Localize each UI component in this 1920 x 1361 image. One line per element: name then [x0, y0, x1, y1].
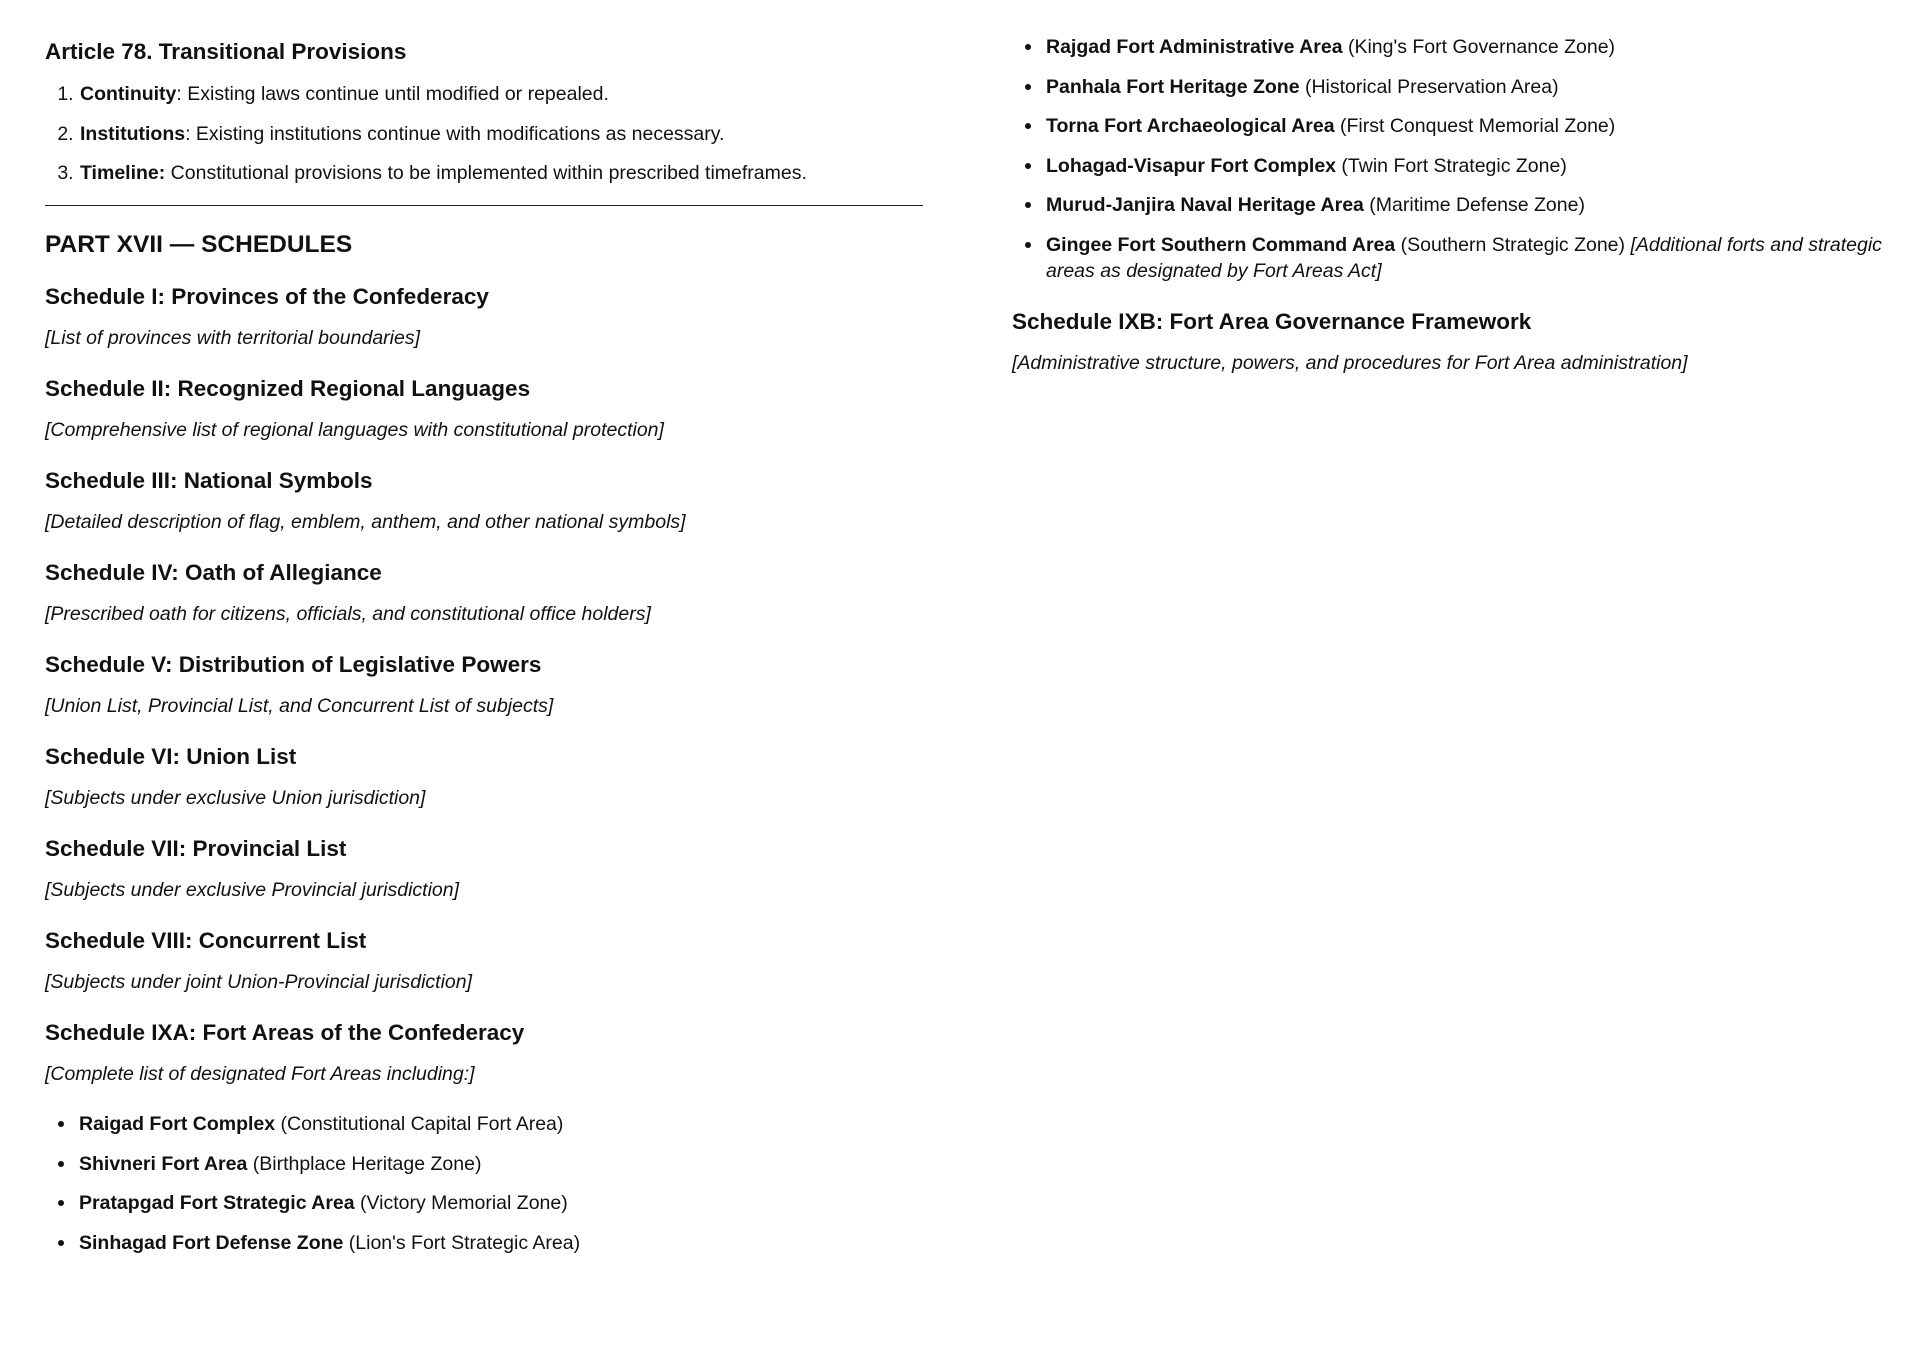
schedule-note: [Administrative structure, powers, and procedures for Fort Area administration]: [1012, 351, 1688, 374]
fort-description: (Constitutional Capital Fort Area): [275, 1113, 564, 1135]
fort-description: (Lion's Fort Strategic Area): [343, 1231, 581, 1254]
fort-name: Gingee Fort Southern Command Area: [1046, 233, 1396, 256]
left-column: [45, 0, 925, 1256]
fort-description: (King's Fort Governance Zone): [1342, 36, 1616, 58]
schedule-note: [Subjects under exclusive Provincial jurisdiction]: [45, 879, 460, 901]
fort-description: (First Conquest Memorial Zone): [1334, 115, 1616, 137]
fort-name: Murud-Janjira Naval Heritage Area: [1046, 194, 1364, 216]
schedule-note: [Detailed description of flag, emblem, anthem, and other national symbols]: [45, 511, 686, 533]
list-item: [1046, 232, 1892, 284]
provision-text: Constitutional provisions to be implemented within prescribed timeframes.: [170, 162, 807, 184]
list-item: [1046, 192, 1892, 218]
schedule-note: [Prescribed oath for citizens, officials, and constitutional office holders]: [45, 603, 651, 625]
schedule-note: [List of provinces with territorial boundaries]: [45, 327, 421, 349]
list-item: [1046, 113, 1892, 139]
schedule-note: [Union List, Provincial List, and Concurrent List of subjects]: [45, 695, 554, 717]
fort-name: Rajgad Fort Administrative Area: [1046, 36, 1343, 58]
fort-name: Lohagad-Visapur Fort Complex: [1046, 154, 1337, 177]
schedule-note: [Complete list of designated Fort Areas including:]: [45, 1063, 475, 1085]
section-divider: [45, 205, 923, 206]
schedule-title: Schedule IV: Oath of Allegiance: [45, 560, 382, 585]
list-item: [1046, 34, 1892, 60]
list-item: 1. Continuity: Existing laws continue until modified or repealed.: [79, 81, 925, 107]
fort-description: (Twin Fort Strategic Zone): [1336, 154, 1567, 177]
schedule-note: [Subjects under exclusive Union jurisdiction]: [45, 787, 426, 809]
list-item: [79, 1230, 925, 1256]
schedule-title: Schedule V: Distribution of Legislative Powers: [45, 652, 542, 677]
provision-term: Timeline:: [80, 162, 166, 184]
schedule-title: Schedule III: National Symbols: [45, 468, 373, 493]
list-item: [79, 1111, 925, 1137]
schedule-title: Schedule VI: Union List: [45, 744, 297, 769]
fort-description: (Southern Strategic Zone): [1395, 233, 1631, 256]
list-item: [79, 160, 925, 186]
fort-description: (Maritime Defense Zone): [1363, 194, 1585, 216]
fort-description: (Victory Memorial Zone): [354, 1192, 568, 1214]
fort-description: (Historical Preservation Area): [1299, 75, 1559, 98]
schedule-note: [Subjects under joint Union-Provincial jurisdiction]: [45, 971, 473, 993]
schedule-title: Schedule I: Provinces of the Confederacy: [45, 284, 489, 309]
fort-name: Panhala Fort Heritage Zone: [1046, 75, 1300, 98]
fort-areas-list-continued: [1012, 34, 1892, 284]
fort-name: Torna Fort Archaeological Area: [1046, 115, 1335, 137]
schedule-title: Schedule IXA: Fort Areas of the Confederacy: [45, 1020, 525, 1045]
list-item: [79, 1190, 925, 1216]
list-item: 2. Institutions: Existing institutions continue with modifications as necessary.: [79, 121, 925, 147]
fort-name: Pratapgad Fort Strategic Area: [79, 1192, 355, 1214]
fort-description: (Birthplace Heritage Zone): [247, 1152, 482, 1175]
schedule-note: [Comprehensive list of regional languages with constitutional protection]: [45, 419, 664, 441]
fort-name: Raigad Fort Complex: [79, 1113, 276, 1135]
list-item: [1046, 153, 1892, 179]
provision-term: Institutions: [80, 122, 186, 145]
provision-text: Existing institutions continue with modifications as necessary.: [195, 122, 725, 145]
schedule-title: Schedule VII: Provincial List: [45, 836, 347, 861]
list-item: [79, 1151, 925, 1177]
list-item: [1046, 74, 1892, 100]
fort-areas-list: [45, 1111, 925, 1256]
provision-term: Continuity: [80, 83, 177, 105]
article-title: Article 78. Transitional Provisions: [45, 39, 407, 64]
transitional-provisions-list: [45, 81, 925, 186]
schedule-title: Schedule IXB: Fort Area Governance Framework: [1012, 308, 1532, 334]
provision-text: Existing laws continue until modified or repealed.: [187, 83, 609, 105]
right-column: [1012, 0, 1892, 376]
fort-note: [Additional forts and strategic areas as designated by Fort Areas Act]: [1046, 233, 1882, 282]
fort-name: Sinhagad Fort Defense Zone: [79, 1231, 344, 1254]
part-title: PART XVII — SCHEDULES: [45, 231, 353, 258]
schedule-title: Schedule VIII: Concurrent List: [45, 928, 367, 953]
schedule-title: Schedule II: Recognized Regional Languages: [45, 376, 531, 401]
fort-name: Shivneri Fort Area: [79, 1152, 248, 1175]
